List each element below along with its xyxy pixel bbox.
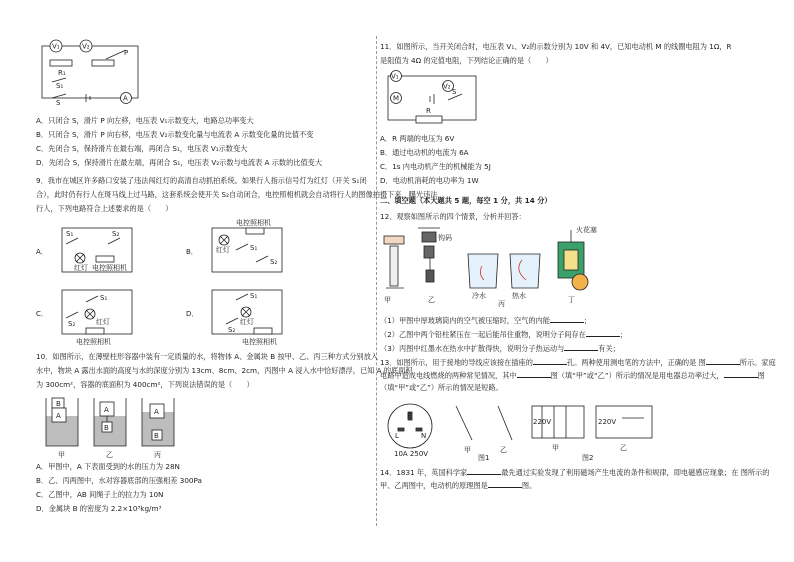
q9-d-red: 红灯	[240, 318, 254, 326]
q10-line-1: 10．如图所示，在薄壁柱形容器中装有一定质量的水，将物体 A、金属块 B 按甲、乙、丙三种方式分别放入	[36, 352, 379, 361]
q13-blank-4[interactable]	[724, 369, 758, 378]
q13-socket-n: N	[421, 432, 427, 440]
q13-v-left: 220V	[533, 418, 552, 426]
q11-circuit-figure	[382, 68, 492, 130]
q9-c-s2: S₂	[68, 320, 76, 328]
q8-circuit-figure	[36, 38, 156, 110]
q9-a-red: 红灯	[74, 264, 88, 272]
q9-c-cam: 电控照相机	[76, 338, 111, 346]
q11-s-label: S	[452, 88, 457, 96]
q9-line-2: 合），此时仍有行人在斑马线上过马路，这套系统会使开关 S₂自动闭合，电控照相机就会自动将行人的图像拍摄下来，曝光违法	[36, 190, 438, 199]
q12-line-2: （2）乙图中两个铅柱紧压在一起后能吊住重物，说明分子间存在 ；	[380, 330, 628, 339]
q9-c-label: C．	[36, 310, 48, 318]
q10-yi-label: 乙	[106, 451, 113, 459]
q13-socket-e: E	[407, 412, 412, 420]
q13-fig1-label: 图1	[478, 454, 490, 462]
q10-option-c: C．乙图中，AB 间绳子上的拉力为 10N	[36, 490, 164, 499]
q13-socket-l: L	[395, 432, 399, 440]
q8-s1-label: S₁	[56, 82, 64, 90]
q8-v1-label: V₁	[52, 42, 60, 51]
q9-d-s2: S₂	[228, 326, 236, 334]
q10-jia-label: 甲	[58, 451, 65, 459]
q9-c-s1: S₁	[100, 294, 108, 302]
q14-blank-2[interactable]	[488, 479, 522, 488]
q9-a-label: A．	[36, 248, 48, 256]
q10-containers-figure	[36, 394, 186, 460]
q10-yi-b: B	[104, 424, 109, 432]
q9-a-s2: S₂	[112, 230, 120, 238]
q8-option-d: D．先闭合 S，保持滑片在最左端，再闭合 S₁，电压表 V₂示数与电流表 A 示数的比值变大	[36, 158, 323, 167]
q13-wire-jia: 甲	[552, 444, 559, 452]
q13-pen-yi: 乙	[500, 446, 507, 454]
q11-v2-label: V₂	[443, 82, 451, 91]
q12-stem: 12．观察如图所示的四个情景，分析并回答：	[380, 212, 526, 221]
q8-a-label: A	[123, 94, 128, 103]
q12-jia-label: 甲	[384, 296, 391, 304]
q11-option-b: B．通过电动机的电流为 6A	[380, 148, 469, 157]
q11-r-label: R	[426, 107, 431, 115]
q12-ding-label: 丁	[568, 296, 575, 304]
q12-cold-label: 冷水	[472, 292, 486, 300]
q9-d-cam: 电控照相机	[242, 338, 277, 346]
q12-scenes-figure	[382, 226, 602, 306]
q9-line-1: 9．我市在城区许多路口安装了违法闯红灯的高清自动抓拍系统。如果行人指示信号灯为红灯（开关 S₁闭	[36, 176, 367, 185]
q13-blank-3[interactable]	[517, 369, 551, 378]
q12-line-3: （3）丙图中红墨水在热水中扩散得快，说明分子热运动与 有关；	[380, 344, 620, 353]
q8-v2-label: V₂	[82, 42, 90, 51]
q10-jia-b: B	[56, 400, 61, 408]
q10-option-a: A．甲图中，A 下表面受到的水的压力为 28N	[36, 462, 180, 471]
q11-m-label: M	[393, 94, 400, 103]
q11-option-a: A．R 两端的电压为 6V	[380, 134, 455, 143]
q11-option-c: C．1s 内电动机产生的机械能为 5J	[380, 162, 491, 171]
section-fill-blank-title: 二、填空题（本大题共 5 题，每空 1 分，共 14 分）	[380, 196, 552, 205]
q11-line-2: 是阻值为 4Ω 的定值电阻，下列结论正确的是（ ）	[380, 56, 553, 65]
q12-blank-3[interactable]	[564, 342, 598, 351]
q9-b-s1: S₁	[250, 244, 258, 252]
q12-blank-2[interactable]	[586, 328, 620, 337]
q10-option-b: B．乙、丙两图中，水对容器底部的压强相差 300Pa	[36, 476, 202, 485]
q8-option-a: A．只闭合 S，滑片 P 向左移，电压表 V₁示数变大，电路总功率变大	[36, 116, 254, 125]
q8-option-b: B．只闭合 S，滑片 P 向右移，电压表 V₂示数变化量与电流表 A 示数变化量的比值不变	[36, 130, 314, 139]
q10-bing-b: B	[154, 432, 159, 440]
q13-figures	[382, 400, 662, 460]
q9-b-cam: 电控照相机	[236, 219, 271, 227]
q13-paragraph: 13．如图所示，用于接地的导线应该接在插座的 孔。两种使用测电笔的方法中，正确的是 图 所示。家庭电路中造成电线燃烧的两种常见情况，其中 图（填“甲”或“乙”）所示的情况是用电器总功率过大， 图（填“甲”或“乙”）所示的情况是短路。	[380, 358, 776, 392]
q9-line-3: 行人，下列电路符合上述要求的是（ ）	[36, 204, 173, 213]
q12-bing-label: 丙	[498, 300, 505, 308]
q12-spark-label: 火花塞	[576, 226, 597, 234]
q9-circuit-figures	[36, 218, 346, 348]
q14-paragraph: 14．1831 年，英国科学家 最先通过实验发现了利用磁场产生电流的条件和规律，即电磁感应现象；在 图所示的甲、乙两图中，电动机的原理图是 图。	[380, 468, 770, 490]
q9-b-red: 红灯	[216, 246, 230, 254]
q13-socket-rating: 10A 250V	[394, 450, 429, 458]
q13-blank-1[interactable]	[533, 356, 567, 365]
q10-yi-a: A	[104, 406, 109, 414]
q8-p-label: P	[124, 49, 129, 57]
q13-v-right: 220V	[598, 418, 617, 426]
q11-option-d: D．电动机消耗的电功率为 1W	[380, 176, 479, 185]
q9-c-red: 红灯	[96, 318, 110, 326]
q8-option-c: C．先闭合 S，保持滑片在最右端，再闭合 S₁，电压表 V₁示数变大	[36, 144, 248, 153]
q9-b-s2: S₂	[270, 258, 278, 266]
q10-bing-a: A	[154, 408, 159, 416]
q12-hot-label: 热水	[512, 292, 526, 300]
q12-line-1: （1）甲图中厚玻璃筒内的空气被压缩时，空气的内能 ；	[380, 316, 592, 325]
q9-d-label: D．	[186, 310, 199, 318]
q8-s-label: S	[56, 99, 61, 107]
q9-d-s1: S₁	[250, 292, 258, 300]
q9-b-label: B．	[186, 248, 198, 256]
right-column	[378, 0, 794, 562]
q10-line-2: 水中，物块 A 露出水面的高度与水的深度分别为 13cm、8cm、2cm，丙图中 A 浸入水中恰好漂浮，已知 A 的底面积	[36, 366, 413, 375]
q13-pen-jia: 甲	[464, 446, 471, 454]
q9-a-cam: 电控照相机	[92, 264, 127, 272]
q10-line-3: 为 300cm²，容器的底面积为 400cm²，下列说法错误的是（ ）	[36, 380, 254, 389]
q10-bing-label: 丙	[154, 451, 161, 459]
q12-weight-label: 钩码	[438, 234, 452, 242]
q12-yi-label: 乙	[428, 296, 435, 304]
q13-wire-yi: 乙	[620, 444, 627, 452]
q8-r1-label: R₁	[58, 69, 66, 77]
q13-blank-2[interactable]	[706, 356, 740, 365]
q14-blank-1[interactable]	[467, 466, 501, 475]
q11-v1-label: V₁	[391, 72, 399, 81]
q10-jia-a: A	[56, 412, 61, 420]
q10-option-d: D．金属块 B 的密度为 2.2×10³kg/m³	[36, 504, 162, 513]
q9-a-s1: S₁	[66, 230, 74, 238]
q13-fig2-label: 图2	[582, 454, 594, 462]
q11-line-1: 11．如图所示，当开关闭合时，电压表 V₁、V₂的示数分别为 10V 和 4V，已知电动机 M 的线圈电阻为 1Ω，R	[380, 42, 732, 51]
q12-blank-1[interactable]	[550, 314, 584, 323]
